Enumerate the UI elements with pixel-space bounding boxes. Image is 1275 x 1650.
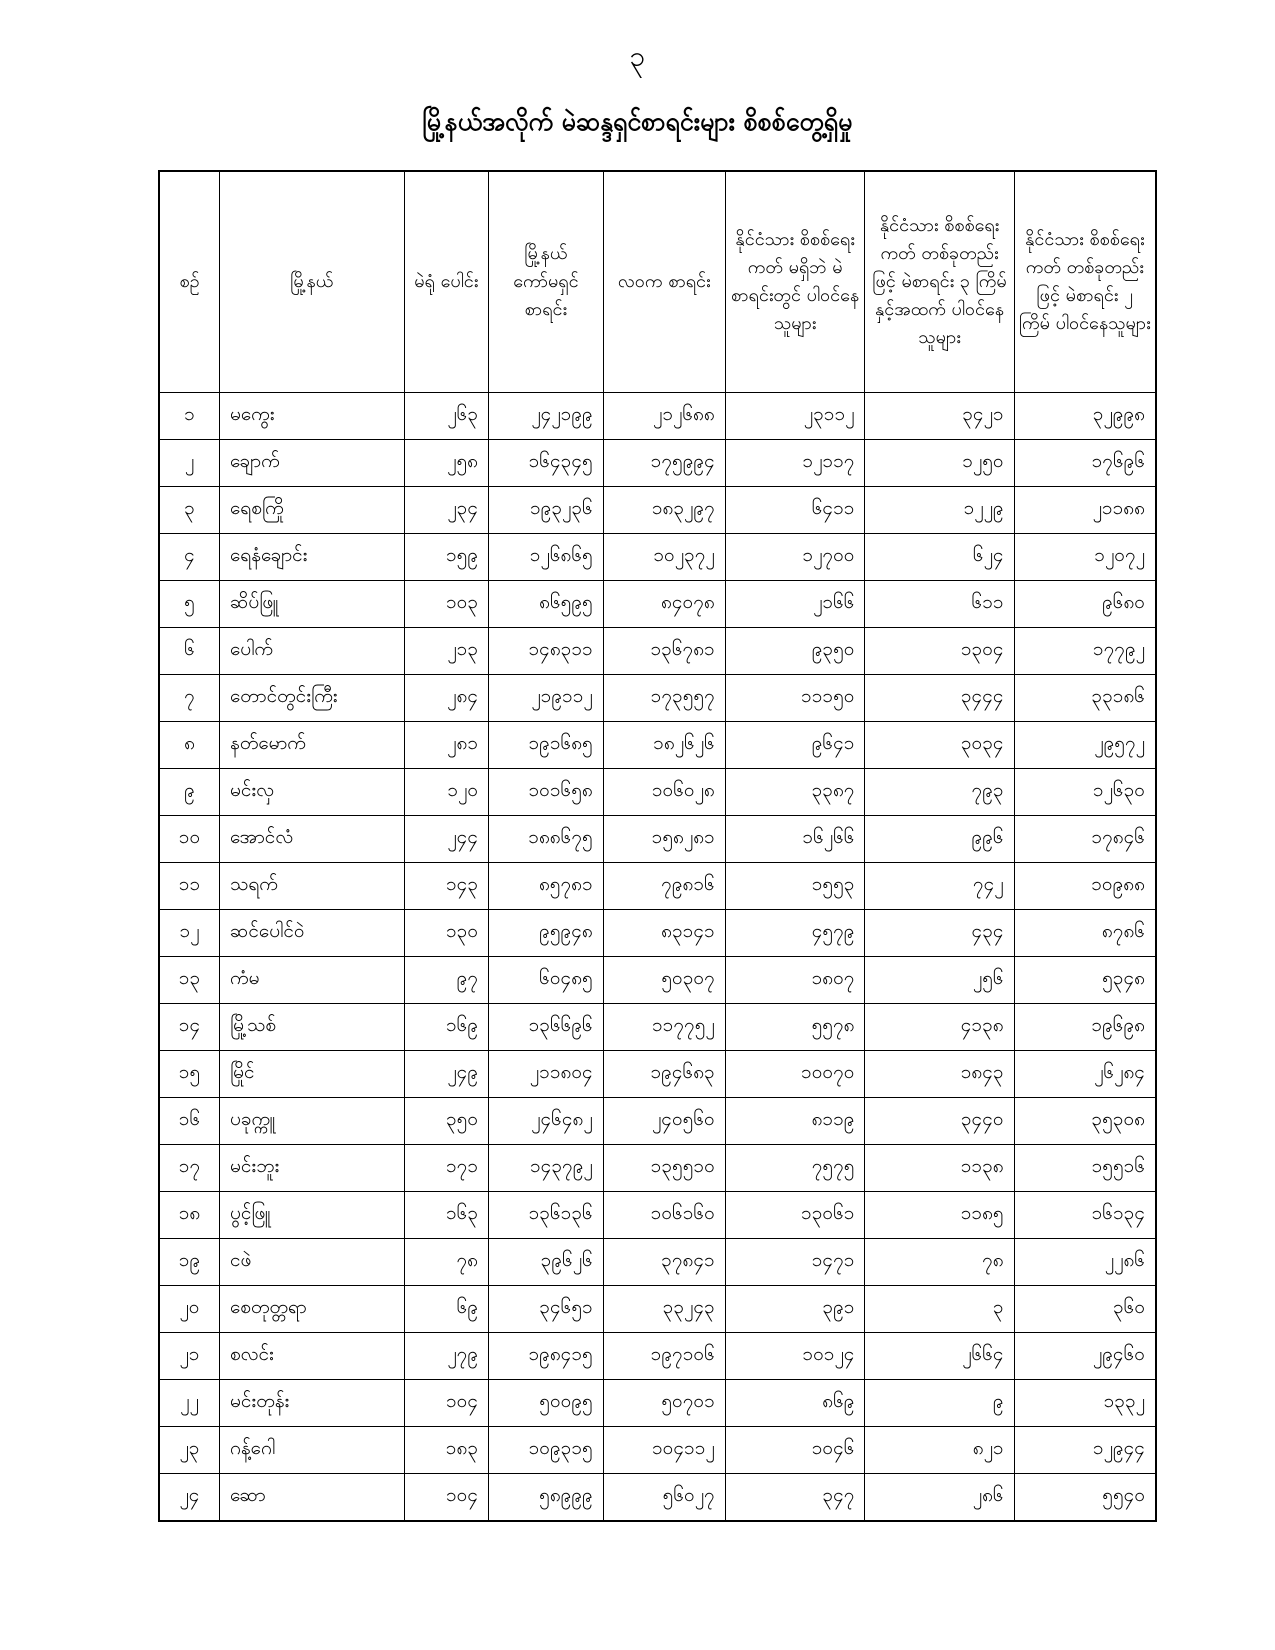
cell-id-3-times: ၆၁၁: [865, 581, 1014, 628]
table-row: [159, 910, 1156, 957]
cell-no-id-card: ၄၅၇၉: [725, 910, 865, 957]
cell-immigration-list: ၁၉၄၆၈၃: [603, 1051, 725, 1098]
cell-immigration-list: ၈၃၁၄၁: [603, 910, 725, 957]
cell-immigration-list: ၁၉၇၁၀၆: [603, 1333, 725, 1380]
cell-id-2-times: ၃၆၀: [1014, 1286, 1156, 1333]
cell-commission-list: ၁၉၁၆၈၅: [489, 722, 604, 769]
cell-polling-stations: ၂၆၃: [404, 393, 488, 440]
cell-township: စေတုတ္တရာ: [219, 1286, 404, 1333]
cell-no-id-card: ၃၉၁: [725, 1286, 865, 1333]
cell-commission-list: ၁၈၈၆၇၅: [489, 816, 604, 863]
cell-id-3-times: ၇၈: [865, 1239, 1014, 1286]
cell-township: မင်းဘူး: [219, 1145, 404, 1192]
col-header-id-3-times: နိုင်ငံသား စိစစ်ရေးကတ် တစ်ခုတည်းဖြင့် မဲစာရင်း ၃ ကြိမ် နှင့်အထက် ပါဝင်နေသူများ: [865, 171, 1014, 393]
table-row: [159, 816, 1156, 863]
cell-polling-stations: ၂၇၉: [404, 1333, 488, 1380]
cell-polling-stations: ၂၈၁: [404, 722, 488, 769]
cell-polling-stations: ၁၆၃: [404, 1192, 488, 1239]
cell-id-2-times: ၃၃၁၈၆: [1014, 675, 1156, 722]
cell-township: ပခုက္ကူ: [219, 1098, 404, 1145]
cell-id-2-times: ၁၇၇၉၂: [1014, 628, 1156, 675]
cell-no: ၁၈: [159, 1192, 219, 1239]
table-row: [159, 534, 1156, 581]
table-row: [159, 393, 1156, 440]
cell-commission-list: ၈၅၇၈၁: [489, 863, 604, 910]
cell-no: ၂: [159, 440, 219, 487]
cell-no-id-card: ၁၆၂၆၆: [725, 816, 865, 863]
cell-no-id-card: ၁၅၅၃: [725, 863, 865, 910]
cell-polling-stations: ၇၈: [404, 1239, 488, 1286]
cell-id-2-times: ၁၆၁၃၄: [1014, 1192, 1156, 1239]
table-row: [159, 1333, 1156, 1380]
cell-id-3-times: ၄၃၄: [865, 910, 1014, 957]
table-row: [159, 1004, 1156, 1051]
cell-immigration-list: ၁၀၆၁၆၀: [603, 1192, 725, 1239]
table-row: [159, 675, 1156, 722]
page-number: ၃: [629, 40, 646, 73]
cell-id-3-times: ၃၀၃၄: [865, 722, 1014, 769]
table-row: [159, 1427, 1156, 1474]
cell-no-id-card: ၁၂၇၀၀: [725, 534, 865, 581]
cell-polling-stations: ၂၄၄: [404, 816, 488, 863]
cell-commission-list: ၁၀၉၃၁၅: [489, 1427, 604, 1474]
cell-no: ၇: [159, 675, 219, 722]
cell-id-3-times: ၇၄၂: [865, 863, 1014, 910]
col-header-commission-list: မြို့နယ် ကော်မရှင် စာရင်း: [489, 171, 604, 393]
cell-no-id-card: ၂၁၆၆: [725, 581, 865, 628]
cell-immigration-list: ၁၃၅၅၁၀: [603, 1145, 725, 1192]
cell-polling-stations: ၁၆၉: [404, 1004, 488, 1051]
cell-id-2-times: ၁၅၅၁၆: [1014, 1145, 1156, 1192]
cell-immigration-list: ၅၆၀၂၇: [603, 1474, 725, 1522]
cell-id-3-times: ၃: [865, 1286, 1014, 1333]
results-table: [158, 170, 1157, 1522]
cell-commission-list: ၁၉၃၂၃၆: [489, 487, 604, 534]
cell-immigration-list: ၂၁၂၆၈၈: [603, 393, 725, 440]
cell-id-3-times: ၁၈၄၃: [865, 1051, 1014, 1098]
cell-no-id-card: ၁၃၀၆၁: [725, 1192, 865, 1239]
cell-id-2-times: ၁၃၃၂: [1014, 1380, 1156, 1427]
table-row: [159, 1051, 1156, 1098]
document-title: မြို့နယ်အလိုက် မဲဆန္ဒရှင်စာရင်းများ စိစစ်တွေ့ရှိမှု: [422, 107, 853, 136]
cell-polling-stations: ၁၀၃: [404, 581, 488, 628]
cell-polling-stations: ၁၀၄: [404, 1474, 488, 1522]
table-row: [159, 628, 1156, 675]
cell-township: စလင်း: [219, 1333, 404, 1380]
cell-commission-list: ၁၉၈၄၁၅: [489, 1333, 604, 1380]
col-header-polling-stations: မဲရုံ ပေါင်း: [404, 171, 488, 393]
cell-id-2-times: ၂၆၂၈၄: [1014, 1051, 1156, 1098]
table-row: [159, 722, 1156, 769]
cell-polling-stations: ၂၃၄: [404, 487, 488, 534]
cell-id-2-times: ၃၂၉၉၈: [1014, 393, 1156, 440]
cell-polling-stations: ၂၅၈: [404, 440, 488, 487]
cell-no-id-card: ၈၆၉: [725, 1380, 865, 1427]
cell-polling-stations: ၉၇: [404, 957, 488, 1004]
cell-commission-list: ၂၄၆၄၈၂: [489, 1098, 604, 1145]
cell-immigration-list: ၁၇၅၉၉၄: [603, 440, 725, 487]
cell-no-id-card: ၁၈၀၇: [725, 957, 865, 1004]
cell-id-3-times: ၁၁၈၅: [865, 1192, 1014, 1239]
table-row: [159, 440, 1156, 487]
cell-no: ၁၂: [159, 910, 219, 957]
cell-immigration-list: ၁၅၈၂၈၁: [603, 816, 725, 863]
cell-township: နတ်မောက်: [219, 722, 404, 769]
cell-no: ၁၄: [159, 1004, 219, 1051]
cell-immigration-list: ၂၄၀၅၆၀: [603, 1098, 725, 1145]
cell-no: ၁၃: [159, 957, 219, 1004]
cell-commission-list: ၁၄၃၇၉၂: [489, 1145, 604, 1192]
cell-no: ၂၄: [159, 1474, 219, 1522]
cell-polling-stations: ၁၇၁: [404, 1145, 488, 1192]
cell-id-3-times: ၆၂၄: [865, 534, 1014, 581]
cell-no: ၁၁: [159, 863, 219, 910]
cell-township: ချောက်: [219, 440, 404, 487]
table-row: [159, 581, 1156, 628]
cell-commission-list: ၁၂၆၈၆၅: [489, 534, 604, 581]
cell-township: ဂန့်ဂေါ: [219, 1427, 404, 1474]
cell-commission-list: ၁၃၆၁၃၆: [489, 1192, 604, 1239]
table-row: [159, 1145, 1156, 1192]
cell-township: သရက်: [219, 863, 404, 910]
cell-commission-list: ၃၄၆၅၁: [489, 1286, 604, 1333]
cell-id-3-times: ၃၄၂၁: [865, 393, 1014, 440]
cell-commission-list: ၂၁၉၁၁၂: [489, 675, 604, 722]
cell-no-id-card: ၆၄၁၁: [725, 487, 865, 534]
cell-id-3-times: ၂၈၆: [865, 1474, 1014, 1522]
cell-immigration-list: ၁၀၄၁၁၂: [603, 1427, 725, 1474]
cell-id-3-times: ၂၅၆: [865, 957, 1014, 1004]
col-header-township: မြို့နယ်: [219, 171, 404, 393]
cell-no: ၈: [159, 722, 219, 769]
col-header-id-2-times: နိုင်ငံသား စိစစ်ရေးကတ် တစ်ခုတည်းဖြင့် မဲစာရင်း ၂ ကြိမ် ပါဝင်နေသူများ: [1014, 171, 1156, 393]
cell-no: ၂၃: [159, 1427, 219, 1474]
cell-township: မကွေး: [219, 393, 404, 440]
cell-id-3-times: ၁၂၂၉: [865, 487, 1014, 534]
cell-commission-list: ၅၈၉၉၉: [489, 1474, 604, 1522]
cell-id-3-times: ၇၉၃: [865, 769, 1014, 816]
cell-no: ၅: [159, 581, 219, 628]
cell-immigration-list: ၁၃၆၇၈၁: [603, 628, 725, 675]
cell-commission-list: ၁၆၄၃၄၅: [489, 440, 604, 487]
cell-id-2-times: ၅၅၄၀: [1014, 1474, 1156, 1522]
cell-id-2-times: ၅၃၄၈: [1014, 957, 1156, 1004]
cell-commission-list: ၁၀၁၆၅၈: [489, 769, 604, 816]
cell-immigration-list: ၈၄၀၇၈: [603, 581, 725, 628]
cell-no: ၁၅: [159, 1051, 219, 1098]
cell-township: ငဖဲ: [219, 1239, 404, 1286]
cell-polling-stations: ၁၄၃: [404, 863, 488, 910]
cell-township: ဆော: [219, 1474, 404, 1522]
col-header-no-id-card: နိုင်ငံသား စိစစ်ရေးကတ် မရှိဘဲ မဲစာရင်းတွင် ပါဝင်နေသူများ: [725, 171, 865, 393]
cell-immigration-list: ၁၈၃၂၉၇: [603, 487, 725, 534]
cell-polling-stations: ၂၈၄: [404, 675, 488, 722]
cell-immigration-list: ၁၁၇၇၅၂: [603, 1004, 725, 1051]
cell-township: ရေနံချောင်း: [219, 534, 404, 581]
cell-no-id-card: ၃၄၇: [725, 1474, 865, 1522]
cell-township: အောင်လံ: [219, 816, 404, 863]
cell-id-3-times: ၁၁၃၈: [865, 1145, 1014, 1192]
cell-immigration-list: ၁၇၃၅၅၇: [603, 675, 725, 722]
table-row: [159, 1286, 1156, 1333]
cell-immigration-list: ၁၀၆၀၂၈: [603, 769, 725, 816]
cell-township: မြိုင်: [219, 1051, 404, 1098]
cell-no-id-card: ၁၀၀၇၀: [725, 1051, 865, 1098]
cell-polling-stations: ၁၀၄: [404, 1380, 488, 1427]
cell-polling-stations: ၃၅၀: [404, 1098, 488, 1145]
cell-no-id-card: ၃၃၈၇: [725, 769, 865, 816]
cell-no: ၁: [159, 393, 219, 440]
cell-polling-stations: ၁၈၃: [404, 1427, 488, 1474]
cell-id-3-times: ၁၂၅၀: [865, 440, 1014, 487]
cell-no: ၉: [159, 769, 219, 816]
cell-immigration-list: ၁၀၂၃၇၂: [603, 534, 725, 581]
cell-polling-stations: ၁၂၀: [404, 769, 488, 816]
cell-polling-stations: ၆၉: [404, 1286, 488, 1333]
col-header-no: စဉ်: [159, 171, 219, 393]
table-row: [159, 769, 1156, 816]
cell-no-id-card: ၁၂၁၁၇: [725, 440, 865, 487]
cell-commission-list: ၁၃၆၆၉၆: [489, 1004, 604, 1051]
cell-no: ၁၀: [159, 816, 219, 863]
cell-polling-stations: ၁၃၀: [404, 910, 488, 957]
cell-commission-list: ၆၀၄၈၅: [489, 957, 604, 1004]
cell-id-2-times: ၁၂၆၃၀: [1014, 769, 1156, 816]
cell-id-3-times: ၉၉၆: [865, 816, 1014, 863]
cell-township: ပေါက်: [219, 628, 404, 675]
cell-id-2-times: ၁၀၉၈၈: [1014, 863, 1156, 910]
cell-no-id-card: ၈၁၁၉: [725, 1098, 865, 1145]
cell-immigration-list: ၃၇၈၄၁: [603, 1239, 725, 1286]
table-row: [159, 1380, 1156, 1427]
cell-no-id-card: ၁၀၄၆: [725, 1427, 865, 1474]
cell-commission-list: ၉၅၉၄၈: [489, 910, 604, 957]
cell-township: ရေစကြို: [219, 487, 404, 534]
cell-no: ၁၇: [159, 1145, 219, 1192]
cell-id-2-times: ၁၂၉၄၄: [1014, 1427, 1156, 1474]
cell-id-2-times: ၃၅၃၀၈: [1014, 1098, 1156, 1145]
cell-id-2-times: ၂၉၅၇၂: [1014, 722, 1156, 769]
cell-id-3-times: ၁၃၀၄: [865, 628, 1014, 675]
cell-no-id-card: ၅၅၇၈: [725, 1004, 865, 1051]
cell-commission-list: ၃၉၆၂၆: [489, 1239, 604, 1286]
cell-immigration-list: ၁၈၂၆၂၆: [603, 722, 725, 769]
cell-township: ကံမ: [219, 957, 404, 1004]
cell-township: ဆင်ပေါင်ဝဲ: [219, 910, 404, 957]
cell-polling-stations: ၂၁၃: [404, 628, 488, 675]
col-header-immigration-list: လဝက စာရင်း: [603, 171, 725, 393]
cell-no: ၁၆: [159, 1098, 219, 1145]
cell-id-3-times: ၄၁၃၈: [865, 1004, 1014, 1051]
cell-id-3-times: ၃၄၄၄: [865, 675, 1014, 722]
table-header-row: [159, 171, 1156, 393]
cell-id-2-times: ၁၂၀၇၂: [1014, 534, 1156, 581]
cell-commission-list: ၁၄၈၃၁၁: [489, 628, 604, 675]
cell-id-2-times: ၂၉၄၆၀: [1014, 1333, 1156, 1380]
cell-no-id-card: ၁၁၁၅၀: [725, 675, 865, 722]
cell-id-3-times: ၃၄၄၀: [865, 1098, 1014, 1145]
cell-township: တောင်တွင်းကြီး: [219, 675, 404, 722]
cell-no-id-card: ၁၄၇၁: [725, 1239, 865, 1286]
cell-id-2-times: ၁၇၈၄၆: [1014, 816, 1156, 863]
cell-id-2-times: ၁၇၆၉၆: [1014, 440, 1156, 487]
cell-no-id-card: ၉၆၄၁: [725, 722, 865, 769]
table-row: [159, 1239, 1156, 1286]
cell-immigration-list: ၃၃၂၄၃: [603, 1286, 725, 1333]
table-row: [159, 1474, 1156, 1522]
cell-township: မြို့သစ်: [219, 1004, 404, 1051]
cell-id-2-times: ၁၉၆၉၈: [1014, 1004, 1156, 1051]
cell-no: ၁၉: [159, 1239, 219, 1286]
cell-commission-list: ၅၀၀၉၅: [489, 1380, 604, 1427]
table-row: [159, 487, 1156, 534]
cell-commission-list: ၂၄၂၁၉၉: [489, 393, 604, 440]
cell-township: ဆိပ်ဖြူ: [219, 581, 404, 628]
cell-no-id-card: ၉၃၅၀: [725, 628, 865, 675]
cell-immigration-list: ၇၉၈၁၆: [603, 863, 725, 910]
table-row: [159, 957, 1156, 1004]
cell-township: မင်းလှ: [219, 769, 404, 816]
cell-township: မင်းတုန်း: [219, 1380, 404, 1427]
cell-id-2-times: ၉၆၈၀: [1014, 581, 1156, 628]
table-row: [159, 1192, 1156, 1239]
cell-no: ၂၂: [159, 1380, 219, 1427]
cell-id-2-times: ၈၇၈၆: [1014, 910, 1156, 957]
cell-id-2-times: ၂၂၈၆: [1014, 1239, 1156, 1286]
cell-immigration-list: ၅၀၃၀၇: [603, 957, 725, 1004]
cell-id-2-times: ၂၁၁၈၈: [1014, 487, 1156, 534]
cell-no: ၄: [159, 534, 219, 581]
cell-id-3-times: ၉: [865, 1380, 1014, 1427]
cell-immigration-list: ၅၀၇၀၁: [603, 1380, 725, 1427]
cell-no: ၆: [159, 628, 219, 675]
cell-no-id-card: ၁၀၁၂၄: [725, 1333, 865, 1380]
table-row: [159, 1098, 1156, 1145]
cell-no: ၃: [159, 487, 219, 534]
cell-no-id-card: ၂၃၁၁၂: [725, 393, 865, 440]
cell-no: ၂၁: [159, 1333, 219, 1380]
cell-id-3-times: ၈၂၁: [865, 1427, 1014, 1474]
cell-no: ၂၀: [159, 1286, 219, 1333]
cell-no-id-card: ၇၅၇၅: [725, 1145, 865, 1192]
cell-polling-stations: ၁၅၉: [404, 534, 488, 581]
cell-commission-list: ၂၁၁၈၀၄: [489, 1051, 604, 1098]
cell-id-3-times: ၂၆၆၄: [865, 1333, 1014, 1380]
cell-township: ပွင့်ဖြူ: [219, 1192, 404, 1239]
cell-commission-list: ၈၆၅၉၅: [489, 581, 604, 628]
table-row: [159, 863, 1156, 910]
cell-polling-stations: ၂၄၉: [404, 1051, 488, 1098]
